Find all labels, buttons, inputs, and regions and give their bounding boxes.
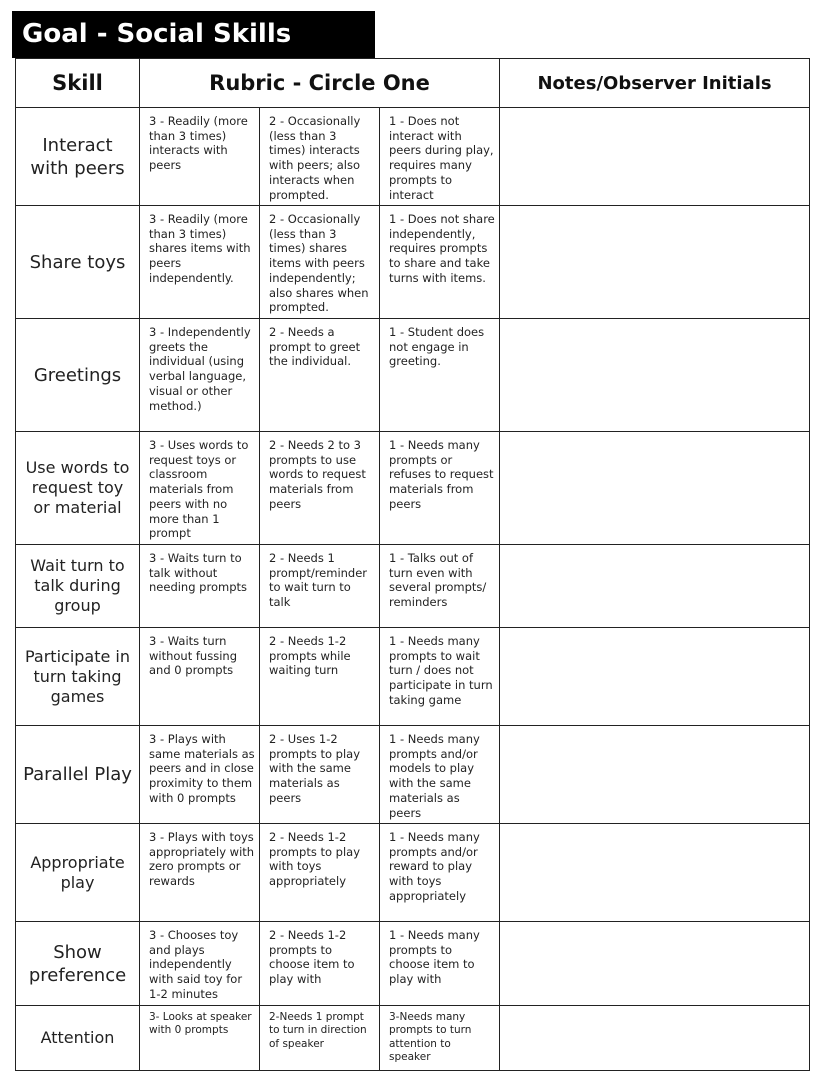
rubric-score-2[interactable]: 2 - Needs 2 to 3 prompts to use words to request materials from peers xyxy=(260,432,380,545)
skill-cell: Participate in turn taking games xyxy=(16,628,140,726)
rubric-score-3[interactable]: 3 - Chooses toy and plays independently with said toy for 1-2 minutes xyxy=(140,922,260,1006)
table-row xyxy=(16,824,810,922)
rubric-score-3[interactable]: 3 - Uses words to request toys or classroom materials from peers with no more than 1 prompt xyxy=(140,432,260,545)
rubric-score-2[interactable]: 2 - Needs 1 prompt/reminder to wait turn to talk xyxy=(260,545,380,628)
rubric-score-2[interactable]: 2-Needs 1 prompt to turn in direction of speaker xyxy=(260,1006,380,1071)
skill-cell: Show preference xyxy=(16,922,140,1006)
rubric-score-2[interactable]: 2 - Occasionally (less than 3 times) interacts with peers; also interacts when prompted. xyxy=(260,108,380,206)
skill-cell: Wait turn to talk during group xyxy=(16,545,140,628)
rubric-score-2[interactable]: 2 - Uses 1-2 prompts to play with the same materials as peers xyxy=(260,726,380,824)
rubric-score-3[interactable]: 3 - Readily (more than 3 times) interacts with peers xyxy=(140,108,260,206)
skill-header: Skill xyxy=(16,59,140,108)
header-row xyxy=(16,59,810,108)
notes-cell[interactable] xyxy=(500,206,810,319)
rubric-score-1[interactable]: 1 - Needs many prompts and/or models to play with the same materials as peers xyxy=(380,726,500,824)
rubric-score-1[interactable]: 1 - Needs many prompts to wait turn / does not participate in turn taking game xyxy=(380,628,500,726)
table-row xyxy=(16,726,810,824)
rubric-table xyxy=(15,58,810,1071)
notes-cell[interactable] xyxy=(500,545,810,628)
rubric-score-2[interactable]: 2 - Occasionally (less than 3 times) shares items with peers independently; also shares when prompted. xyxy=(260,206,380,319)
rubric-score-1[interactable]: 1 - Student does not engage in greeting. xyxy=(380,319,500,432)
table-row xyxy=(16,628,810,726)
rubric-score-2[interactable]: 2 - Needs a prompt to greet the individual. xyxy=(260,319,380,432)
notes-cell[interactable] xyxy=(500,1006,810,1071)
rubric-score-1[interactable]: 1 - Needs many prompts and/or reward to play with toys appropriately xyxy=(380,824,500,922)
rubric-score-3[interactable]: 3 - Independently greets the individual (using verbal language, visual or other method.) xyxy=(140,319,260,432)
rubric-score-1[interactable]: 1 - Talks out of turn even with several prompts/ reminders xyxy=(380,545,500,628)
table-row xyxy=(16,206,810,319)
page-title: Goal - Social Skills xyxy=(12,11,375,58)
rubric-score-2[interactable]: 2 - Needs 1-2 prompts while waiting turn xyxy=(260,628,380,726)
table-row xyxy=(16,1006,810,1071)
notes-cell[interactable] xyxy=(500,432,810,545)
rubric-score-3[interactable]: 3 - Waits turn without fussing and 0 prompts xyxy=(140,628,260,726)
table-row xyxy=(16,319,810,432)
rubric-score-1[interactable]: 1 - Does not share independently, requires prompts to share and take turns with items. xyxy=(380,206,500,319)
notes-cell[interactable] xyxy=(500,824,810,922)
notes-cell[interactable] xyxy=(500,628,810,726)
rubric-score-2[interactable]: 2 - Needs 1-2 prompts to play with toys appropriately xyxy=(260,824,380,922)
rubric-score-1[interactable]: 3-Needs many prompts to turn attention to speaker xyxy=(380,1006,500,1071)
rubric-score-1[interactable]: 1 - Needs many prompts to choose item to play with xyxy=(380,922,500,1006)
skill-cell: Attention xyxy=(16,1006,140,1071)
table-row xyxy=(16,545,810,628)
notes-cell[interactable] xyxy=(500,726,810,824)
notes-cell[interactable] xyxy=(500,108,810,206)
notes-cell[interactable] xyxy=(500,319,810,432)
skill-cell: Use words to request toy or material xyxy=(16,432,140,545)
rubric-score-3[interactable]: 3 - Readily (more than 3 times) shares items with peers independently. xyxy=(140,206,260,319)
rubric-score-3[interactable]: 3 - Waits turn to talk without needing prompts xyxy=(140,545,260,628)
rubric-header: Rubric - Circle One xyxy=(140,59,500,108)
skill-cell: Interact with peers xyxy=(16,108,140,206)
notes-cell[interactable] xyxy=(500,922,810,1006)
skill-cell: Appropriate play xyxy=(16,824,140,922)
rubric-score-1[interactable]: 1 - Does not interact with peers during play, requires many prompts to interact xyxy=(380,108,500,206)
notes-header: Notes/Observer Initials xyxy=(500,59,810,108)
rubric-score-2[interactable]: 2 - Needs 1-2 prompts to choose item to play with xyxy=(260,922,380,1006)
skill-cell: Greetings xyxy=(16,319,140,432)
rubric-score-1[interactable]: 1 - Needs many prompts or refuses to request materials from peers xyxy=(380,432,500,545)
rubric-score-3[interactable]: 3- Looks at speaker with 0 prompts xyxy=(140,1006,260,1071)
table-row xyxy=(16,108,810,206)
rubric-score-3[interactable]: 3 - Plays with same materials as peers and in close proximity to them with 0 prompts xyxy=(140,726,260,824)
rubric-score-3[interactable]: 3 - Plays with toys appropriately with zero prompts or rewards xyxy=(140,824,260,922)
table-row xyxy=(16,432,810,545)
skill-cell: Parallel Play xyxy=(16,726,140,824)
table-row xyxy=(16,922,810,1006)
skill-cell: Share toys xyxy=(16,206,140,319)
